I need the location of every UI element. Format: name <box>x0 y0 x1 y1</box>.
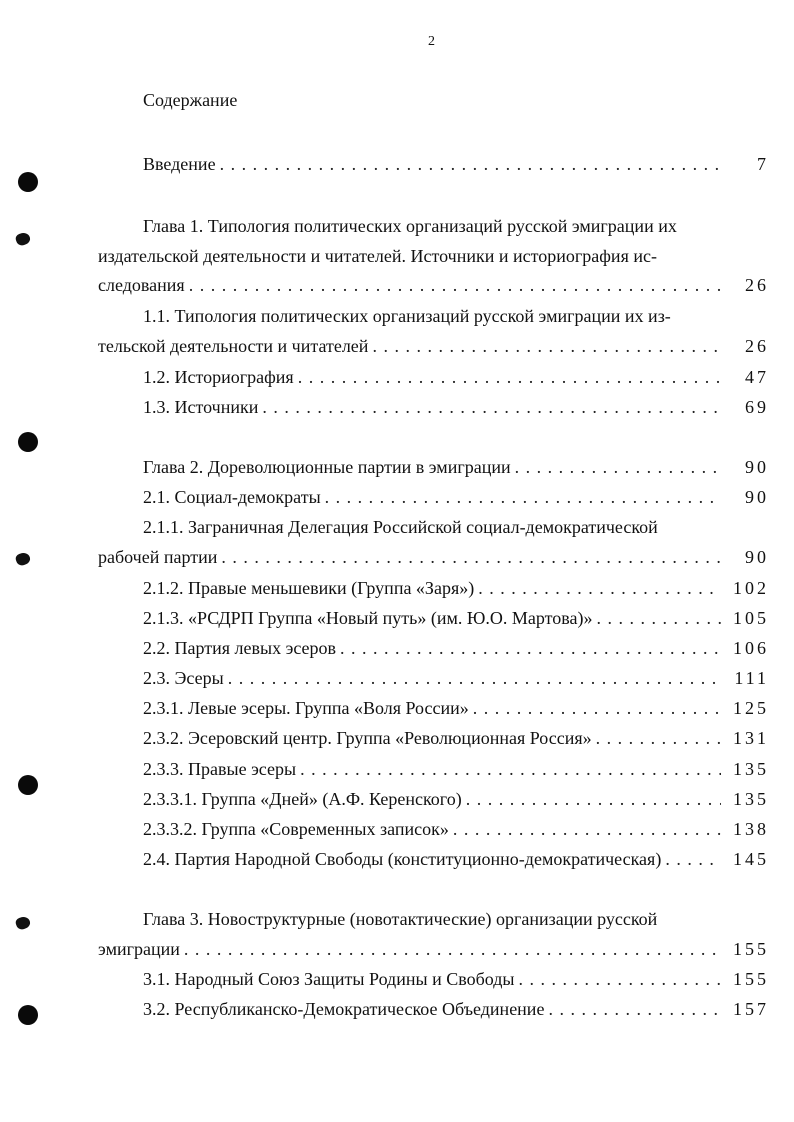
toc-entry-text: 3.1. Народный Союз Защиты Родины и Свободы <box>143 969 515 989</box>
toc-entry-2-1[interactable] <box>143 483 769 511</box>
toc-entry-text: 2.3.1. Левые эсеры. Группа «Воля России» <box>143 698 469 718</box>
contents-heading: Содержание <box>143 90 238 110</box>
toc-entry-2-1-3[interactable] <box>143 604 769 632</box>
dot-leader <box>298 363 721 391</box>
dot-leader <box>518 965 721 993</box>
toc-entry-2-1-2[interactable] <box>143 574 769 602</box>
dot-leader <box>515 453 721 481</box>
toc-entry-2-3-2[interactable] <box>143 724 769 752</box>
toc-entry-2-2[interactable] <box>143 634 769 662</box>
toc-section-1-1-line1: 1.1. Типология политических организаций русской эмиграции их из- <box>143 306 671 326</box>
dot-leader <box>228 664 721 692</box>
page-number: 2 <box>428 34 435 49</box>
toc-entry-text: Глава 2. Дореволюционные партии в эмиграции <box>143 457 511 477</box>
dot-leader <box>221 543 721 571</box>
toc-page-number: 69 <box>745 397 769 417</box>
dot-leader <box>262 393 721 421</box>
toc-entry-2-3[interactable] <box>143 664 769 692</box>
toc-entry-text: 2.3.3.1. Группа «Дней» (А.Ф. Керенского) <box>143 789 462 809</box>
toc-entry-text: эмиграции <box>98 939 180 959</box>
toc-entry-text: 2.2. Партия левых эсеров <box>143 638 337 658</box>
toc-section-2-1-1-line1: 2.1.1. Заграничная Делегация Российской социал-демократической <box>143 517 658 537</box>
toc-page-number: 131 <box>733 728 769 748</box>
toc-page-number: 125 <box>733 698 769 718</box>
toc-entry-chapter2[interactable] <box>143 453 769 481</box>
toc-entry-text: следования <box>98 275 185 295</box>
binder-hole <box>18 775 38 795</box>
dot-leader <box>596 724 721 752</box>
toc-page-number: 135 <box>733 789 769 809</box>
toc-page-number: 90 <box>745 457 769 477</box>
dot-leader <box>220 150 721 178</box>
dot-leader <box>325 483 721 511</box>
toc-page-number: 135 <box>733 759 769 779</box>
toc-entry-text: 2.3. Эсеры <box>143 668 224 688</box>
dot-leader <box>473 694 721 722</box>
scan-speck <box>14 915 31 931</box>
toc-page-number: 26 <box>745 336 769 356</box>
toc-entry-1-1[interactable] <box>98 332 769 360</box>
toc-page-number: 90 <box>745 547 769 567</box>
toc-entry-text: 2.3.3.2. Группа «Современных записок» <box>143 819 449 839</box>
scan-speck <box>14 231 31 247</box>
toc-chapter1-title-line1: Глава 1. Типология политических организаций русской эмиграции их <box>143 216 677 236</box>
toc-entry-2-4[interactable] <box>143 845 769 873</box>
toc-page-number: 105 <box>733 608 769 628</box>
toc-entry-2-3-3-1[interactable] <box>143 785 769 813</box>
toc-entry-text: Введение <box>143 154 216 174</box>
dot-leader <box>184 935 721 963</box>
toc-page-number: 90 <box>745 487 769 507</box>
toc-chapter3-title-line1: Глава 3. Новоструктурные (новотактические) организации русской <box>143 909 658 929</box>
binder-hole <box>18 432 38 452</box>
dot-leader <box>597 604 722 632</box>
dot-leader <box>340 634 721 662</box>
dot-leader <box>372 332 721 360</box>
toc-entry-2-3-3[interactable] <box>143 755 769 783</box>
toc-chapter1-title-line2: издательской деятельности и читателей. Источники и историография ис- <box>98 246 657 266</box>
dot-leader <box>453 815 721 843</box>
toc-entry-text: 2.1.2. Правые меньшевики (Группа «Заря») <box>143 578 475 598</box>
toc-entry-3-1[interactable] <box>143 965 769 993</box>
binder-hole <box>18 172 38 192</box>
toc-page-number: 138 <box>733 819 769 839</box>
toc-entry-text: 2.3.2. Эсеровский центр. Группа «Революционная Россия» <box>143 728 592 748</box>
toc-entry-chapter3[interactable] <box>98 935 769 963</box>
toc-entry-chapter1[interactable] <box>98 271 769 299</box>
toc-page-number: 7 <box>757 154 769 174</box>
toc-entry-text: 2.4. Партия Народной Свободы (конституционно-демократическая) <box>143 849 662 869</box>
scan-speck <box>14 551 31 567</box>
toc-page-number: 47 <box>745 367 769 387</box>
binder-hole <box>18 1005 38 1025</box>
dot-leader <box>189 271 721 299</box>
toc-entry-introduction[interactable] <box>143 150 769 178</box>
toc-entry-text: рабочей партии <box>98 547 218 567</box>
toc-page-number: 155 <box>733 969 769 989</box>
toc-entry-2-3-1[interactable] <box>143 694 769 722</box>
toc-page-number: 155 <box>733 939 769 959</box>
toc-entry-text: 1.2. Историография <box>143 367 294 387</box>
toc-page-number: 106 <box>733 638 769 658</box>
dot-leader <box>665 845 721 873</box>
dot-leader <box>548 995 721 1023</box>
dot-leader <box>300 755 721 783</box>
toc-entry-text: 2.1.3. «РСДРП Группа «Новый путь» (им. Ю.О. Мартова)» <box>143 608 593 628</box>
toc-entry-text: 3.2. Республиканско-Демократическое Объединение <box>143 999 545 1019</box>
toc-entry-text: тельской деятельности и читателей <box>98 336 369 356</box>
toc-entry-text: 2.3.3. Правые эсеры <box>143 759 297 779</box>
dot-leader <box>478 574 721 602</box>
toc-entry-text: 2.1. Социал-демократы <box>143 487 321 507</box>
toc-page-number: 111 <box>734 668 769 688</box>
toc-page-number: 157 <box>733 999 769 1019</box>
toc-entry-3-2[interactable] <box>143 995 769 1023</box>
toc-page-number: 26 <box>745 275 769 295</box>
toc-page-number: 145 <box>733 849 769 869</box>
toc-entry-1-3[interactable] <box>143 393 769 421</box>
toc-entry-1-2[interactable] <box>143 363 769 391</box>
toc-entry-text: 1.3. Источники <box>143 397 259 417</box>
toc-entry-2-1-1[interactable] <box>98 543 769 571</box>
toc-page-number: 102 <box>733 578 769 598</box>
toc-entry-2-3-3-2[interactable] <box>143 815 769 843</box>
dot-leader <box>466 785 721 813</box>
